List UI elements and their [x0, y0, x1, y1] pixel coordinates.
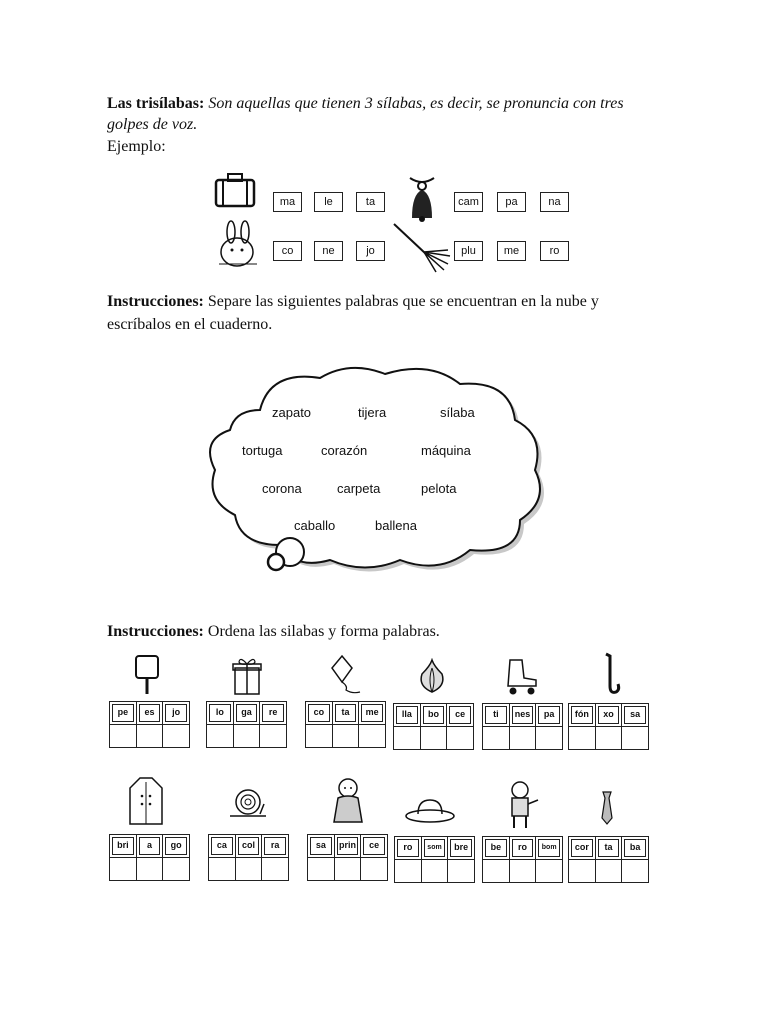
mirror-icon: [132, 654, 162, 696]
answer-boxes[interactable]: [208, 858, 289, 881]
syllable-box: re: [262, 704, 284, 722]
syllable-box: ro: [397, 839, 419, 857]
thought-cloud: [200, 360, 550, 580]
cloud-word: pelota: [421, 481, 457, 496]
cloud-word: zapato: [272, 405, 312, 420]
syllable-box: prin: [337, 837, 359, 855]
answer-boxes[interactable]: [393, 727, 474, 750]
intro-paragraph: [107, 95, 667, 113]
syllable-box: co: [273, 241, 302, 261]
syllable-box: ro: [540, 241, 569, 261]
syllable-box: lla: [396, 706, 418, 724]
syllable-box: be: [485, 839, 507, 857]
syllable-box: ga: [236, 704, 258, 722]
answer-boxes[interactable]: [482, 727, 563, 750]
syllable-box: ta: [598, 839, 620, 857]
cloud-word: ballena: [375, 518, 417, 533]
syllable-puzzle: [568, 836, 649, 883]
syllable-box: col: [238, 837, 260, 855]
princess-icon: [330, 776, 366, 826]
snail-icon: [228, 786, 268, 820]
syllable-box: ce: [363, 837, 385, 855]
cloud-word: corona: [262, 481, 302, 496]
syllable-box: nes: [512, 706, 534, 724]
syllable-box: som: [424, 839, 446, 857]
syllable-box: ce: [449, 706, 471, 724]
syllable-box: ra: [264, 837, 286, 855]
syllable-box: me: [497, 241, 526, 261]
syllable-box: le: [314, 192, 343, 212]
syllable-box: co: [308, 704, 330, 722]
syllable-puzzle: [109, 834, 190, 881]
syllable-box: bri: [112, 837, 134, 855]
answer-boxes[interactable]: [568, 860, 649, 883]
syllable-box: pe: [112, 704, 134, 722]
syllable-box: lo: [209, 704, 231, 722]
syllable-box: pa: [538, 706, 560, 724]
cloud-word: máquina: [421, 443, 471, 458]
intro-term: Las trisílabas:: [107, 95, 205, 112]
cloud-word: sílaba: [440, 405, 475, 420]
feather-duster-icon: [390, 220, 452, 274]
suitcase-icon: [213, 173, 257, 209]
syllable-box: bre: [450, 839, 472, 857]
syllable-puzzle: [568, 703, 649, 750]
cloud-word: carpeta: [337, 481, 381, 496]
syllable-puzzle: [208, 834, 289, 881]
kite-icon: [330, 654, 364, 696]
rabbit-icon: [213, 220, 265, 270]
syllable-box: ti: [485, 706, 507, 724]
instructions-text: Separe las siguientes palabras que se encuentran en la nube y: [207, 293, 599, 310]
syllable-box: go: [165, 837, 187, 855]
syllable-box: xo: [598, 706, 620, 724]
syllable-box: na: [540, 192, 569, 212]
syllable-box: sa: [624, 706, 646, 724]
onion-icon: [418, 658, 446, 694]
cloud-word: corazón: [321, 443, 368, 458]
instructions-label: Instrucciones:: [107, 623, 204, 640]
syllable-box: sa: [310, 837, 332, 855]
syllable-box: jo: [165, 704, 187, 722]
cloud-word: caballo: [294, 518, 336, 533]
syllable-puzzle: [305, 701, 386, 748]
hat-icon: [404, 796, 456, 826]
instructions-1-line2: escríbalos en el cuaderno.: [107, 316, 273, 333]
syllable-box: plu: [454, 241, 483, 261]
syllable-box: ta: [356, 192, 385, 212]
syllable-box: ne: [314, 241, 343, 261]
intro-definition-2: golpes de voz.: [107, 116, 198, 133]
syllable-box: pa: [497, 192, 526, 212]
instructions-label: Instrucciones:: [107, 293, 204, 310]
syllable-puzzle: [394, 836, 475, 883]
intro-definition-1: Son aquellas que tienen 3 sílabas, es decir, se pronuncia con tres: [208, 95, 624, 112]
tie-icon: [598, 790, 616, 826]
answer-boxes[interactable]: [307, 858, 388, 881]
instructions-text: Ordena las silabas y forma palabras.: [207, 623, 440, 640]
instructions-2: [107, 623, 440, 641]
syllable-box: cam: [454, 192, 483, 212]
instructions-1: [107, 293, 687, 311]
syllable-box: es: [139, 704, 161, 722]
answer-boxes[interactable]: [568, 727, 649, 750]
answer-boxes[interactable]: [394, 860, 475, 883]
syllable-box: ca: [211, 837, 233, 855]
syllable-puzzle: [307, 834, 388, 881]
syllable-box: jo: [356, 241, 385, 261]
gift-icon: [232, 656, 262, 696]
firefighter-icon: [504, 780, 540, 830]
syllable-box: cor: [571, 839, 593, 857]
syllable-box: me: [361, 704, 383, 722]
syllable-box: ma: [273, 192, 302, 212]
syllable-puzzle: [482, 836, 563, 883]
answer-boxes[interactable]: [206, 725, 287, 748]
syllable-box: fón: [571, 706, 593, 724]
cloud-word: tijera: [358, 405, 387, 420]
syllable-box: a: [139, 837, 161, 855]
syllable-puzzle: [482, 703, 563, 750]
bell-icon: [396, 172, 448, 222]
cloud-word: tortuga: [242, 443, 283, 458]
roller-skate-icon: [504, 656, 540, 696]
answer-boxes[interactable]: [109, 858, 190, 881]
coat-icon: [128, 776, 164, 826]
syllable-puzzle: [109, 701, 190, 748]
saxophone-icon: [598, 652, 622, 698]
syllable-box: ta: [335, 704, 357, 722]
answer-boxes[interactable]: [305, 725, 386, 748]
example-label: Ejemplo:: [107, 138, 166, 155]
syllable-puzzle: [206, 701, 287, 748]
syllable-box: ba: [624, 839, 646, 857]
answer-boxes[interactable]: [109, 725, 190, 748]
answer-boxes[interactable]: [482, 860, 563, 883]
syllable-box: bo: [423, 706, 445, 724]
syllable-box: ro: [512, 839, 534, 857]
syllable-puzzle: [393, 703, 474, 750]
syllable-box: bom: [538, 839, 560, 857]
